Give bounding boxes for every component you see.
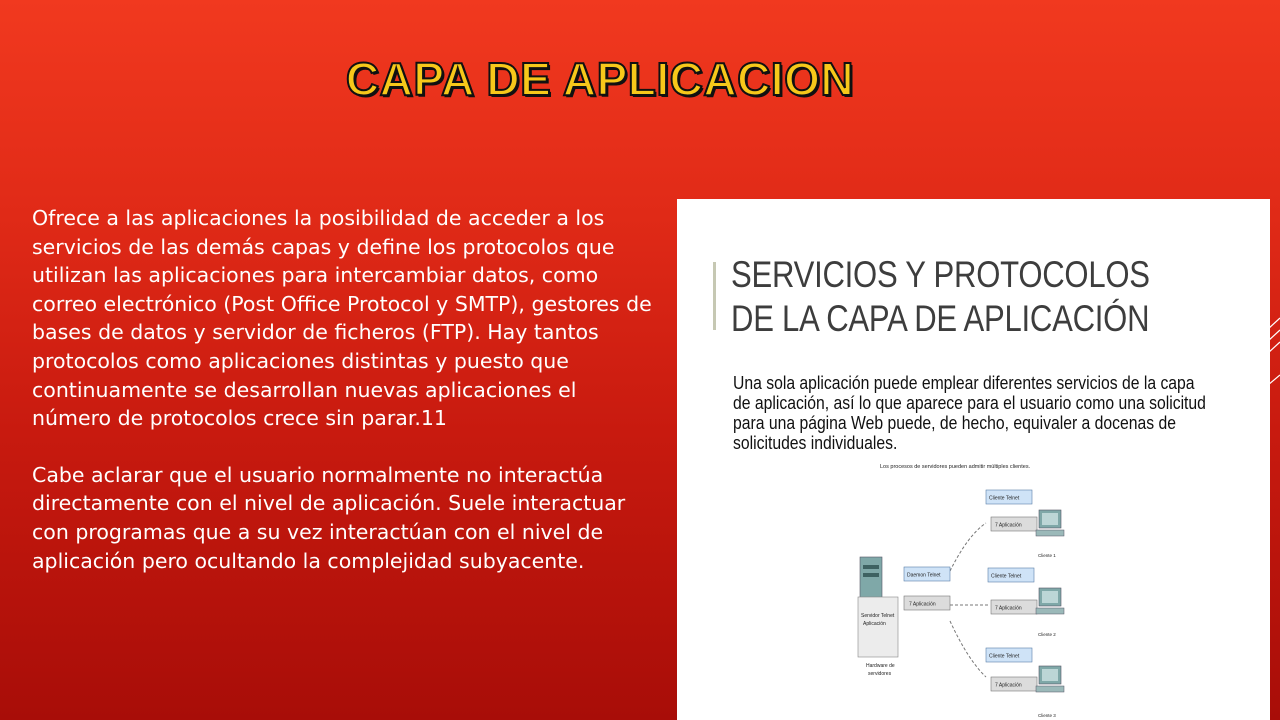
client-3: [986, 648, 1064, 718]
client-2-telnet: Cliente Telnet: [991, 573, 1022, 580]
computer-icon: [1036, 588, 1064, 614]
diagram-caption: Los procesos de servidores pueden admitir múltiples clientes.: [880, 464, 1031, 470]
connection-line-1: [950, 523, 986, 571]
embedded-image-text: Una sola aplicación puede emplear diferentes servicios de la capa de aplicación, así lo que aparece para el usuario como una solicitud para una página Web puede, de hecho, equivaler a docenas de solicitudes individuales.: [733, 372, 1206, 453]
client-2-name: Cliente 2: [1038, 632, 1056, 637]
hardware-label-line2: servidores: [868, 671, 892, 677]
server-app-label: 7 Aplicación: [909, 601, 936, 608]
client-server-diagram: [850, 455, 1080, 720]
paragraph-2: Cabe aclarar que el usuario normalmente no interactúa directamente con el nivel de aplicación. Suele interactuar con programas que a su vez interactúan con el nivel de aplicación pero ocultando la complejidad subyacente.: [32, 462, 626, 573]
accent-bar: [713, 262, 716, 330]
server-label-line1: Servidor Telnet: [861, 613, 895, 619]
connection-lines: [950, 523, 988, 677]
client-1-telnet: Cliente Telnet: [989, 495, 1020, 502]
server-icon: [858, 557, 898, 657]
client-3-name: Cliente 3: [1038, 713, 1056, 718]
client-1-name: Cliente 1: [1038, 553, 1056, 558]
client-3-telnet: Cliente Telnet: [989, 653, 1020, 660]
paragraph-1: Ofrece a las aplicaciones la posibilidad de acceder a los servicios de las demás capas y define los protocolos que utilizan las aplicaciones para intercambiar datos, como correo electrónico (Post Office Protocol y SMTP), gestores de bases de datos y servidor de ficheros (FTP). Hay tantos protocolos como aplicaciones distintas y puesto que continuamente se desarrollan nuevas aplicaciones el número de protocolos crece sin parar.11: [32, 206, 652, 431]
connection-line-3: [950, 621, 986, 677]
daemon-telnet-label: Daemon Telnet: [907, 572, 941, 579]
server-label-line2: Aplicación: [863, 621, 886, 627]
decorative-lines: [1256, 300, 1280, 410]
body-text: [32, 204, 652, 575]
computer-icon: [1036, 666, 1064, 692]
slide-title: CAPA DE APLICACION: [345, 53, 855, 105]
client-2-app: 7 Aplicación: [995, 605, 1022, 612]
embedded-image-title: SERVICIOS Y PROTOCOLOS DE LA CAPA DE APLICACIÓN: [731, 254, 1150, 339]
hardware-label-line1: Hardware de: [866, 663, 895, 669]
computer-icon: [1036, 510, 1064, 536]
client-3-app: 7 Aplicación: [995, 682, 1022, 689]
client-1-app: 7 Aplicación: [995, 522, 1022, 529]
client-2: [988, 568, 1064, 637]
client-1: [986, 490, 1064, 558]
